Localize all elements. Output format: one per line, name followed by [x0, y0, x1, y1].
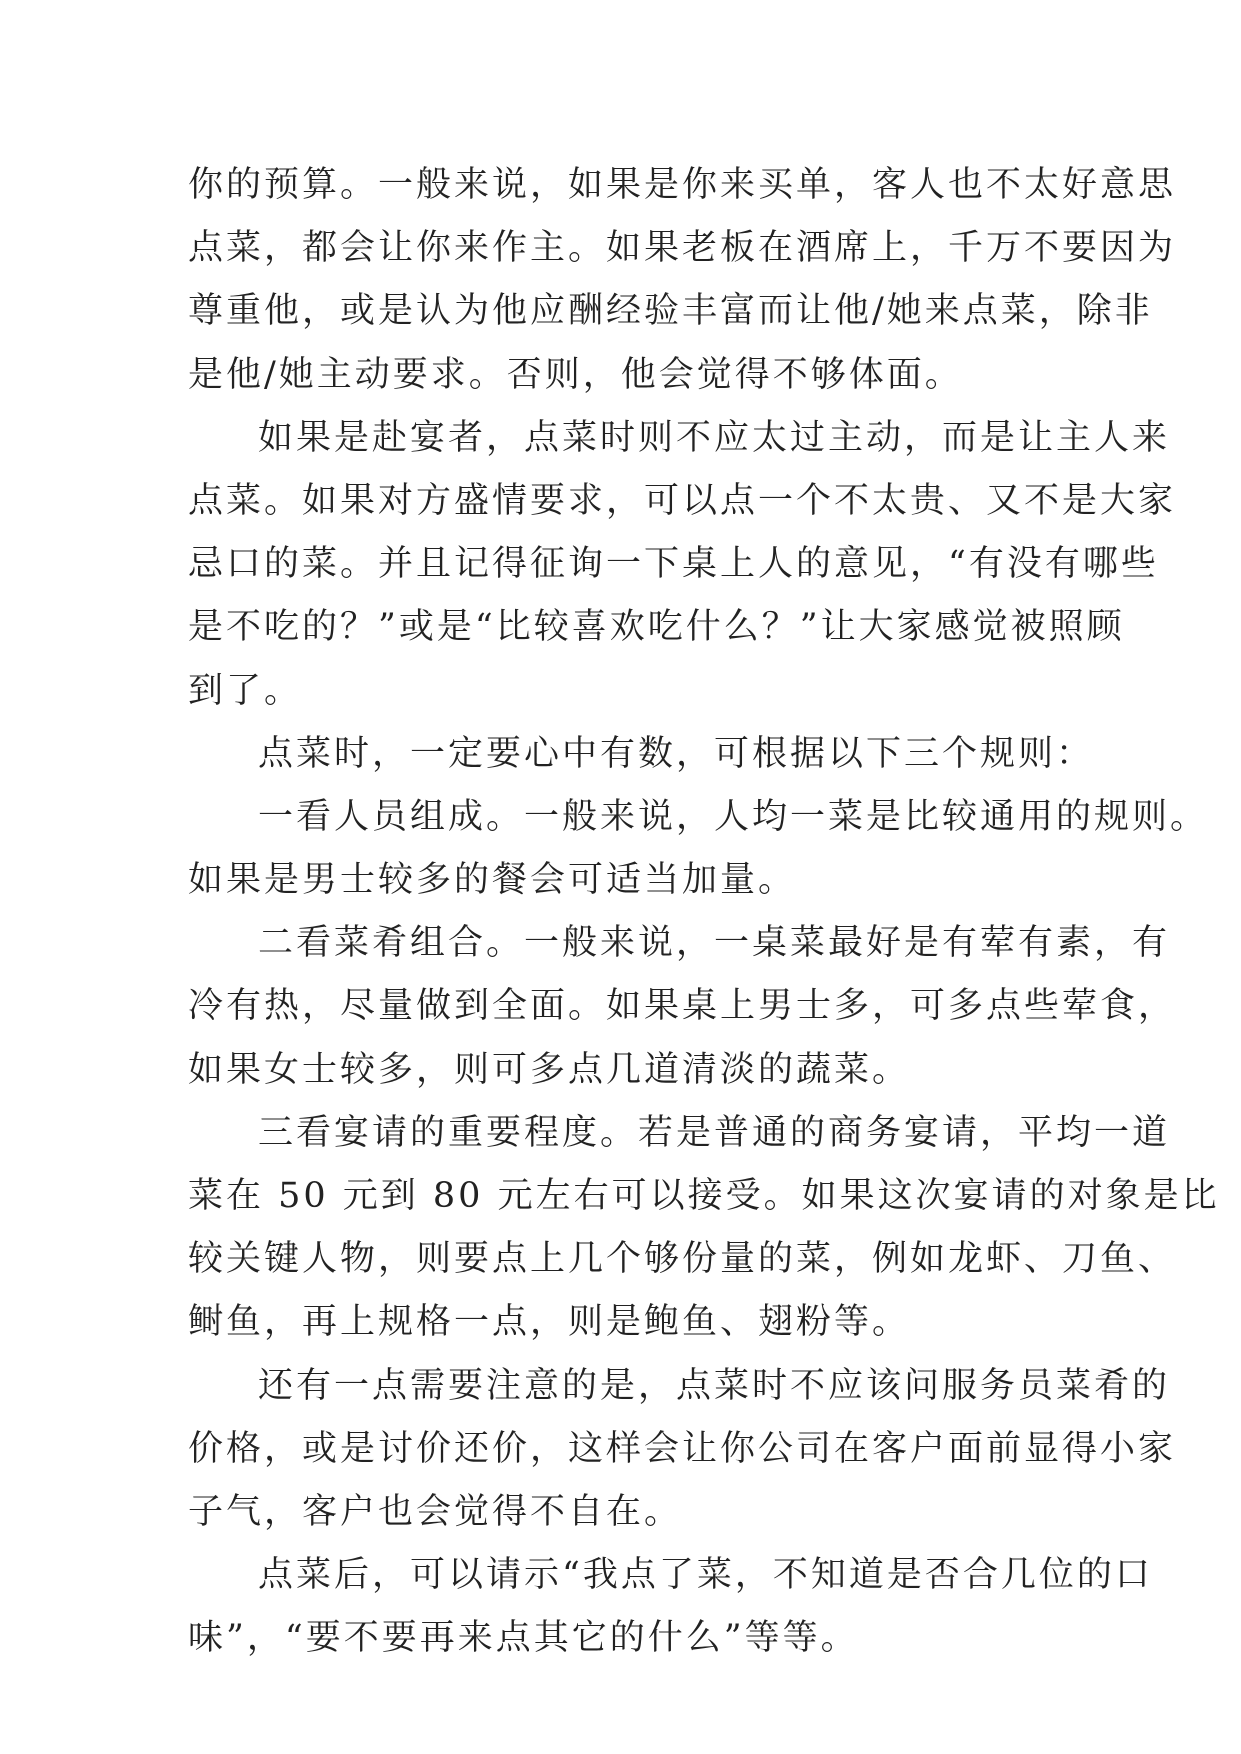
text-line: 如果女士较多，则可多点几道清淡的蔬菜。: [188, 1049, 911, 1090]
text-line: 你的预算。一般来说，如果是你来买单，客人也不太好意思: [188, 165, 1177, 205]
text-line: 鲥鱼，再上规格一点，则是鲍鱼、翅粉等。: [188, 1302, 911, 1343]
text-line: 忌口的菜。并且记得征询一下桌上人的意见，“有没有哪些: [188, 544, 1159, 585]
text-line: 冷有热，尽量做到全面。如果桌上男士多，可多点些荤食，: [188, 986, 1177, 1027]
text-line: 尊重他，或是认为他应酬经验丰富而让他/她来点菜，除非: [188, 291, 1153, 332]
text-line: 如果是男士较多的餐会可适当加量。: [188, 860, 797, 901]
text-line: 到了。: [188, 670, 303, 711]
text-line: 价格，或是讨价还价，这样会让你公司在客户面前显得小家: [188, 1428, 1177, 1469]
text-line: 是不吃的？”或是“比较喜欢吃什么？”让大家感觉被照顾: [188, 607, 1125, 648]
text-line: 二看菜肴组合。一般来说，一桌菜最好是有荤有素，有: [258, 923, 1171, 964]
text-line: 三看宴请的重要程度。若是普通的商务宴请，平均一道: [258, 1112, 1171, 1153]
text-line: 较关键人物，则要点上几个够份量的菜，例如龙虾、刀鱼、: [188, 1239, 1177, 1280]
text-line: 如果是赴宴者，点菜时则不应太过主动，而是让主人来: [258, 417, 1171, 458]
text-line: 子气，客户也会觉得不自在。: [188, 1491, 683, 1532]
text-line: 还有一点需要注意的是，点菜时不应该问服务员菜肴的: [258, 1365, 1171, 1406]
text-line: 是他/她主动要求。否则，他会觉得不够体面。: [188, 354, 963, 395]
text-line: 点菜时，一定要心中有数，可根据以下三个规则：: [258, 733, 1095, 774]
text-line: 一看人员组成。一般来说，人均一菜是比较通用的规则。: [258, 796, 1209, 837]
body-text: [188, 154, 1220, 1671]
text-line: 味”，“要不要再来点其它的什么”等等。: [188, 1618, 859, 1659]
text-line: 点菜。如果对方盛情要求，可以点一个不太贵、又不是大家: [188, 480, 1177, 521]
text-line: 菜在 50 元到 80 元左右可以接受。如果这次宴请的对象是比: [188, 1176, 1220, 1216]
text-line: 点菜，都会让你来作主。如果老板在酒席上，千万不要因为: [188, 228, 1177, 269]
text-line: 点菜后，可以请示“我点了菜，不知道是否合几位的口: [258, 1555, 1153, 1596]
